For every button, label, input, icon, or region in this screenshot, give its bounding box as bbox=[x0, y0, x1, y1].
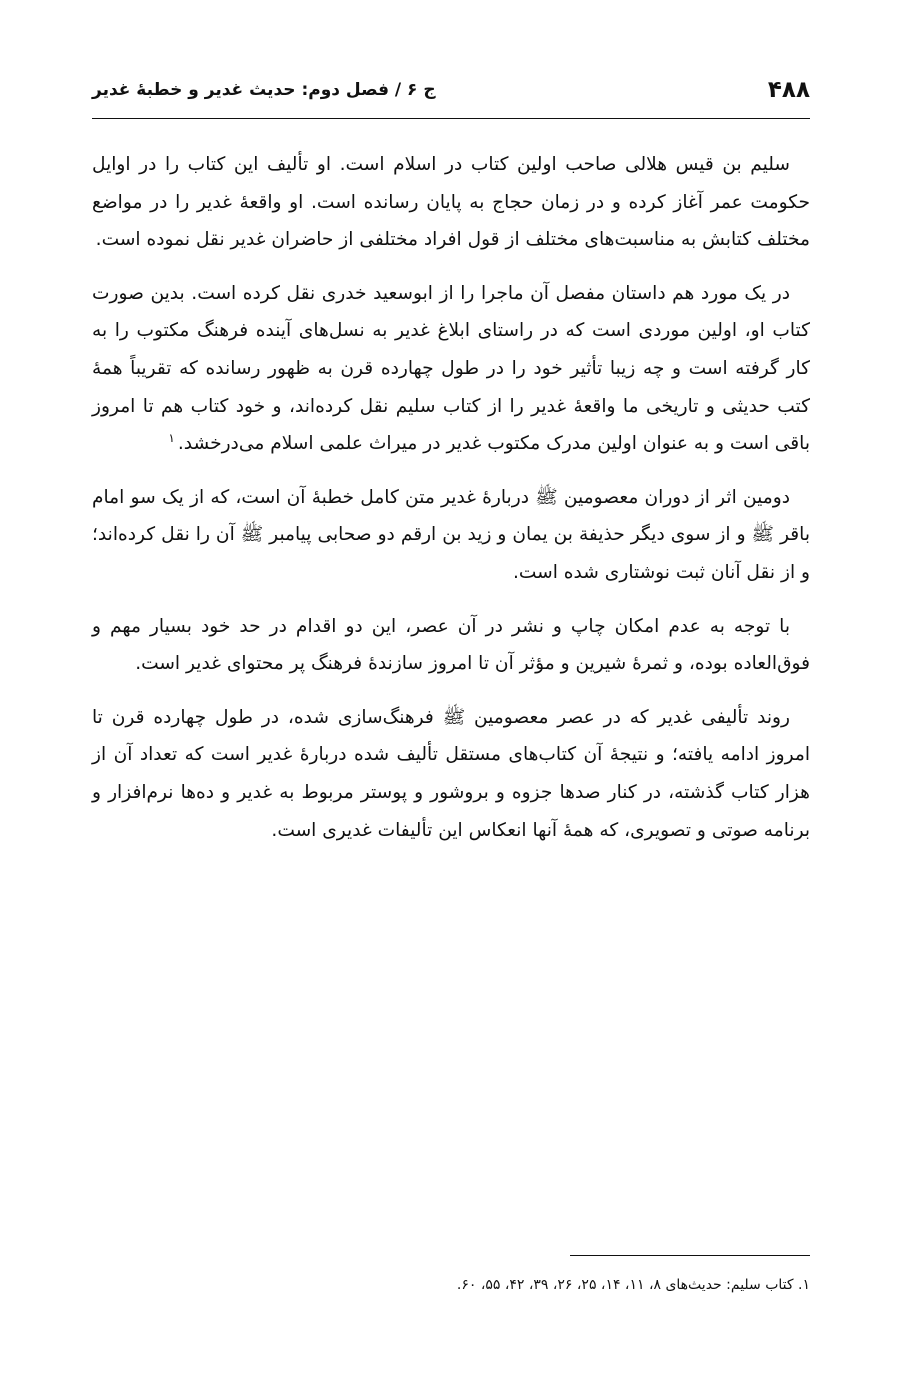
paragraph-1: سلیم بن قیس هلالی صاحب اولین کتاب در اسلام است. او تألیف این کتاب را در اوایل حکومت عمر آغاز کرده و در زمان حجاج به پایان رسانده است. او واقعهٔ غدیر را در مواضع مختلف کتابش به مناسبت‌های مختلف از قول افراد مختلفی از حاضران غدیر نقل نموده است. bbox=[92, 154, 810, 251]
page-number: ۴۸۸ bbox=[767, 77, 810, 103]
footnote-rule bbox=[570, 1255, 810, 1256]
paragraph-4: با توجه به عدم امکان چاپ و نشر در آن عصر، این دو اقدام در حد خود بسیار مهم و فوق‌العاده بوده، و ثمرهٔ شیرین و مؤثر آن تا امروز سازندهٔ فرهنگ پر محتوای غدیر است. bbox=[92, 615, 810, 675]
footnote-marker: ۱ bbox=[168, 430, 175, 445]
header-rule bbox=[92, 118, 810, 119]
paragraph-3: دومین اثر از دوران معصومین ﷺ دربارهٔ غدیر متن کامل خطبهٔ آن است، که از یک سو امام باقر ﷺ و از سوی دیگر حذیفة بن یمان و زید بن ارقم دو صحابی پیامبر ﷺ آن را نقل کرده‌اند؛ و از نقل آنان ثبت نوشتاری شده است. bbox=[92, 486, 810, 583]
body-text bbox=[92, 146, 810, 865]
footnote: ۱. کتاب سلیم: حدیث‌های ۸، ۱۱، ۱۴، ۲۵، ۲۶، ۳۹، ۴۲، ۵۵، ۶۰. bbox=[456, 1277, 810, 1293]
paragraph-5: روند تألیفی غدیر که در عصر معصومین ﷺ فرهنگ‌سازی شده، در طول چهارده قرن تا امروز ادامه یافته؛ و نتیجهٔ آن کتاب‌های مستقل تألیف شده دربارهٔ غدیر است که تعداد آن از هزار کتاب گذشته، در کنار صدها جزوه و بروشور و پوستر مربوط به غدیر و ده‌ها نرم‌افزار و برنامه صوتی و تصویری، که همهٔ آنها انعکاس این تألیفات غدیری است. bbox=[92, 706, 810, 841]
running-title: ج ۶ / فصل دوم: حدیث غدیر و خطبهٔ غدیر bbox=[92, 80, 436, 100]
book-page bbox=[92, 0, 810, 1390]
paragraph-2-text: در یک مورد هم داستان مفصل آن ماجرا را از ابوسعید خدری نقل کرده است. بدین صورت کتاب او، اولین موردی است که در راستای ابلاغ غدیر به نسل‌های آینده فرهنگ مکتوب را به کار گرفته است و چه زیبا تأثیر خود را در طول چهارده قرن به ظهور رسانده که تقریباً همهٔ کتب حدیثی و تاریخی ما واقعهٔ غدیر را از کتاب سلیم نقل کرده‌اند، و خود کتاب هم تا امروز باقی است و به عنوان اولین مدرک مکتوب غدیر در میراث علمی اسلام می‌درخشد. bbox=[92, 282, 810, 455]
paragraph-2 bbox=[92, 275, 810, 463]
running-header bbox=[92, 74, 810, 106]
